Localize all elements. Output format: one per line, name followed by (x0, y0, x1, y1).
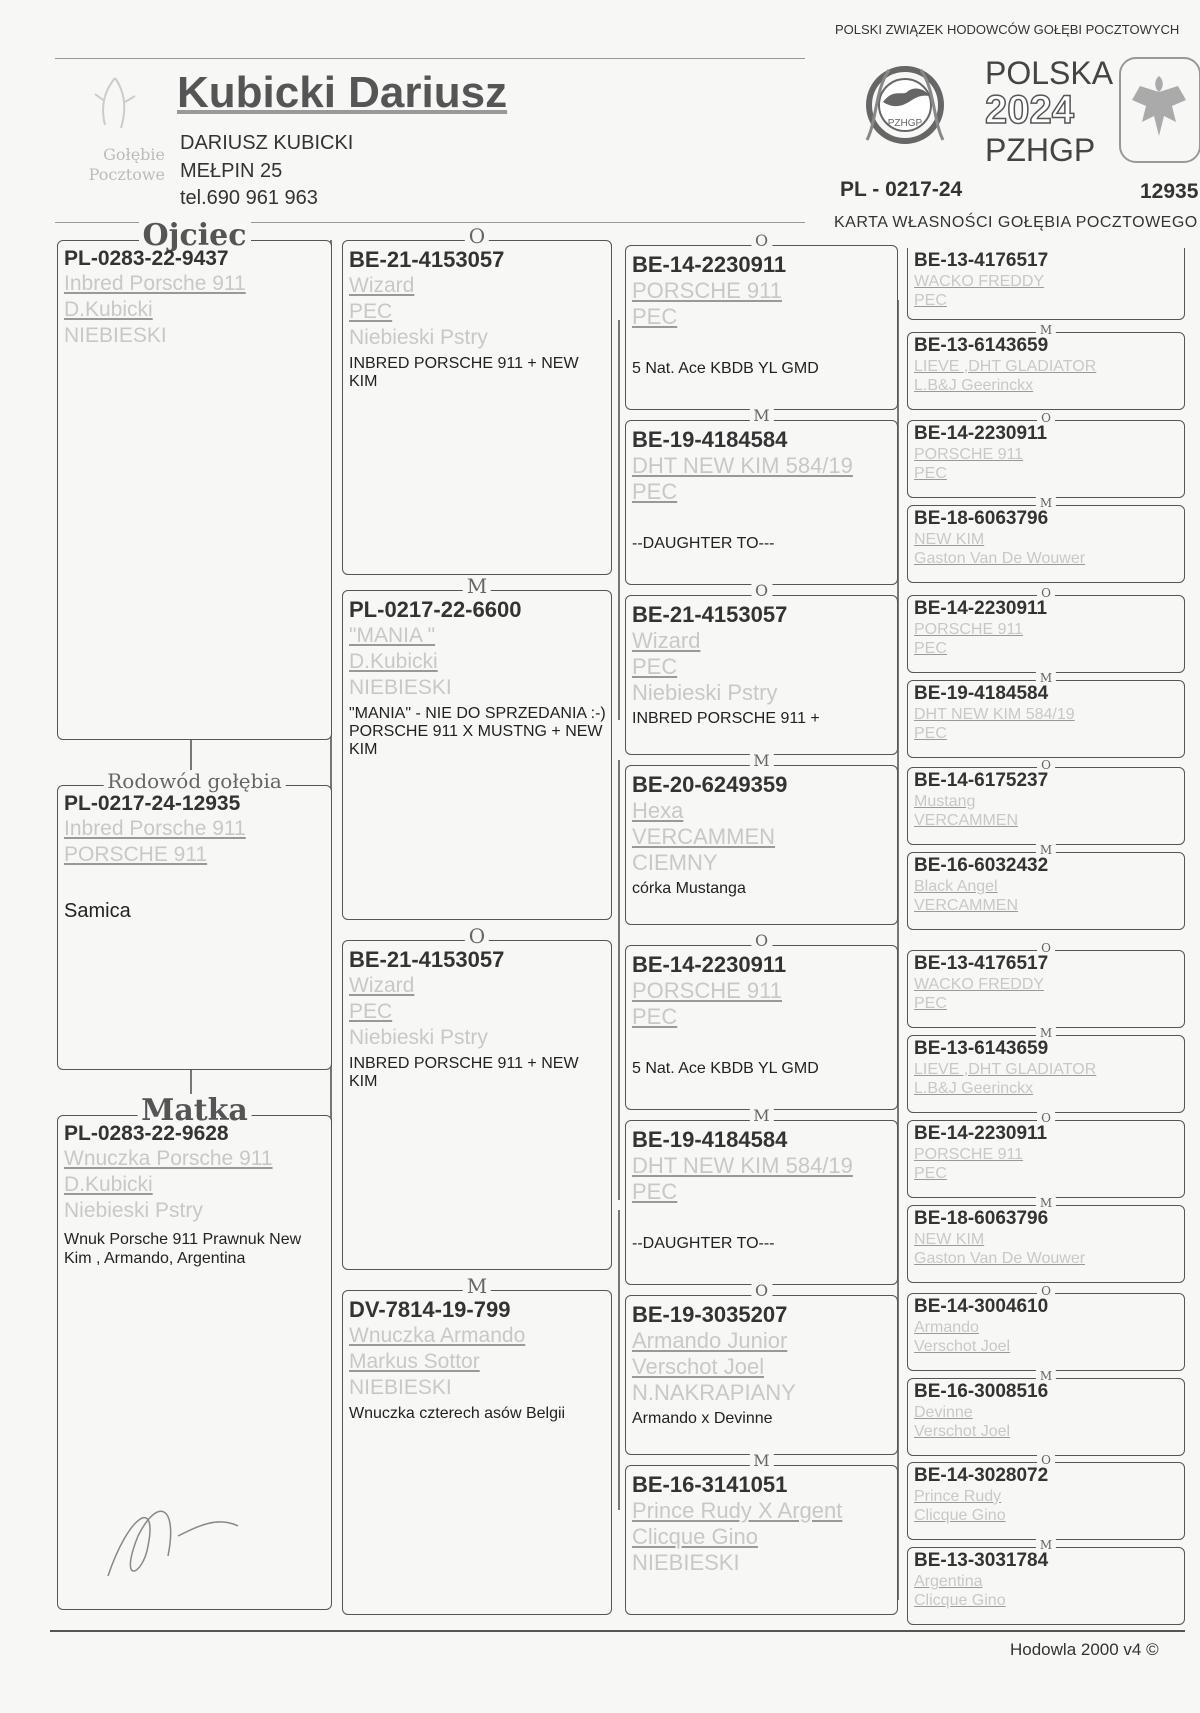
parent-label: O (1037, 941, 1055, 955)
svg-text:PZHGP: PZHGP (887, 118, 923, 129)
mother-box[interactable] (57, 1093, 332, 1610)
ancestor-breeder: PEC (914, 995, 947, 1012)
owner-name: DARIUSZ KUBICKI (180, 132, 354, 154)
parent-label: O (465, 225, 489, 247)
ancestor-details (914, 335, 1180, 395)
ancestor-details (914, 1550, 1180, 1610)
ancestor-breeder: VERCAMMEN (632, 824, 776, 849)
father-box[interactable] (57, 218, 332, 740)
ancestor-box-gen4[interactable] (907, 586, 1185, 673)
ancestor-name: DHT NEW KIM 584/19 (632, 1153, 853, 1178)
connector (618, 1210, 620, 1510)
ancestor-box-gen3[interactable] (625, 1281, 898, 1455)
ancestor-box-gen4[interactable] (907, 1284, 1185, 1371)
ancestor-details (632, 952, 893, 1078)
ancestor-breeder: Verschot Joel (632, 1354, 765, 1379)
ancestor-ring: BE-14-6175237 (914, 770, 1049, 791)
ancestor-breeder: VERCAMMEN (914, 812, 1019, 829)
ancestor-color: N.NAKRAPIANY (632, 1380, 796, 1405)
mother-breeder: D.Kubicki (64, 1173, 153, 1196)
ancestor-ring: BE-13-4176517 (914, 250, 1049, 271)
breeder-name-title: Kubicki Dariusz (177, 68, 508, 117)
parent-label: O (751, 582, 772, 600)
ancestor-details (914, 1381, 1180, 1441)
parent-label: O (1037, 1453, 1055, 1467)
mother-name: Wnuczka Porsche 911 (64, 1147, 273, 1170)
ancestor-color (632, 505, 893, 531)
ancestor-breeder: Clicque Gino (914, 1592, 1006, 1609)
ancestor-box-gen3[interactable] (625, 581, 898, 755)
parent-label: M (1036, 323, 1056, 337)
ancestor-breeder: L.B&J Geerinckx (914, 377, 1034, 394)
ancestor-box-gen4[interactable] (907, 411, 1185, 498)
ancestor-name: Wnuczka Armando (349, 1324, 526, 1347)
ancestor-name: DHT NEW KIM 584/19 (914, 706, 1075, 723)
ancestor-box-gen4[interactable] (907, 843, 1185, 930)
ancestor-breeder: PEC (914, 465, 947, 482)
ancestor-name: DHT NEW KIM 584/19 (632, 453, 853, 478)
ancestor-note: --DAUGHTER TO--- (632, 535, 775, 552)
ancestor-details (632, 602, 893, 728)
ancestor-box-gen4[interactable] (907, 1538, 1185, 1625)
ancestor-box-gen4[interactable] (907, 1111, 1185, 1198)
ancestor-name: LIEVE ,DHT GLADIATOR (914, 1061, 1097, 1078)
ancestor-name: Prince Rudy X Argent (632, 1498, 843, 1523)
parent-label: M (1036, 1369, 1056, 1383)
pedigree-label: Rodowód gołębia (103, 770, 286, 792)
ancestor-box-gen3[interactable] (625, 751, 898, 925)
ancestor-box-gen3[interactable] (625, 1106, 898, 1285)
father-breeder: D.Kubicki (64, 298, 153, 321)
logo-text: Gołębie Pocztowe (88, 145, 165, 184)
ancestor-box-gen4[interactable] (907, 1369, 1185, 1456)
ancestor-name: Mustang (914, 793, 976, 810)
ancestor-name: Armando Junior (632, 1328, 788, 1353)
ancestor-breeder: PEC (632, 479, 678, 504)
pigeon-logo-icon (55, 70, 165, 140)
parent-label: O (751, 232, 772, 250)
parent-label: M (1036, 1538, 1056, 1552)
ancestor-ring: BE-14-2230911 (914, 1123, 1048, 1144)
ancestor-color: NIEBIESKI (349, 1376, 452, 1399)
ancestor-details (914, 250, 1180, 310)
owner-phone: tel.690 961 963 (180, 187, 318, 209)
ancestor-breeder: D.Kubicki (349, 650, 438, 673)
ancestor-name: Hexa (632, 798, 684, 823)
parent-label: M (1036, 1196, 1056, 1210)
ancestor-ring: BE-19-4184584 (632, 1127, 788, 1152)
ancestor-ring: BE-13-6143659 (914, 1038, 1049, 1059)
owner-address: MEŁPIN 25 (180, 160, 283, 182)
ancestor-ring: BE-14-3004610 (914, 1296, 1049, 1317)
ancestor-details (349, 947, 607, 1091)
ancestor-breeder: Markus Sottor (349, 1350, 480, 1373)
ancestor-ring: BE-19-4184584 (914, 683, 1049, 704)
ancestor-name: LIEVE ,DHT GLADIATOR (914, 358, 1097, 375)
ancestor-ring: BE-16-3008516 (914, 1381, 1049, 1402)
ancestor-name: "MANIA " (349, 624, 436, 647)
ancestor-breeder: VERCAMMEN (914, 897, 1019, 914)
ancestor-details (632, 772, 893, 898)
footer-credit: Hodowla 2000 v4 © (1010, 1640, 1159, 1659)
ancestor-ring: BE-21-4153057 (632, 602, 788, 627)
ancestor-details (632, 1302, 893, 1428)
connector (618, 320, 620, 720)
pzhgp-seal (845, 50, 965, 160)
ancestor-details (632, 1127, 893, 1253)
ancestor-details (914, 855, 1180, 915)
father-ring: PL-0283-22-9437 (64, 247, 229, 270)
ancestor-breeder: Gaston Van De Wouwer (914, 550, 1086, 567)
parent-label: O (751, 1282, 772, 1300)
ancestor-name: Wizard (349, 274, 415, 297)
ancestor-details (914, 683, 1180, 743)
ancestor-color: Niebieski Pstry (632, 680, 778, 705)
father-color: NIEBIESKI (64, 324, 167, 347)
ancestor-name: PORSCHE 911 (632, 978, 782, 1003)
ancestor-box-gen4[interactable] (907, 248, 1185, 320)
ancestor-color: CIEMNY (632, 850, 718, 875)
ancestor-name: Devinne (914, 1404, 973, 1421)
ancestor-details (914, 770, 1180, 830)
ancestor-note: INBRED PORSCHE 911 + NEW KIM (349, 355, 579, 390)
ancestor-details (914, 1296, 1180, 1356)
ancestor-ring: BE-16-3141051 (632, 1472, 788, 1497)
ancestor-color (632, 330, 893, 356)
bird-line2: PORSCHE 911 (64, 843, 208, 866)
ancestor-ring: BE-14-2230911 (632, 252, 787, 277)
ancestor-breeder: PEC (349, 300, 393, 323)
ancestor-color (632, 1205, 893, 1231)
ancestor-ring: BE-19-4184584 (632, 427, 788, 452)
ancestor-name: PORSCHE 911 (914, 621, 1024, 638)
father-name: Inbred Porsche 911 (64, 272, 246, 295)
ancestor-box-gen3[interactable] (625, 1451, 898, 1615)
ancestor-ring: BE-13-4176517 (914, 953, 1049, 974)
ancestor-note: INBRED PORSCHE 911 + (632, 710, 820, 727)
parent-label: M (1036, 496, 1056, 510)
parent-label: O (751, 932, 772, 950)
ancestor-breeder: PEC (914, 292, 947, 309)
ancestor-breeder: PEC (632, 304, 678, 329)
ancestor-name: PORSCHE 911 (914, 446, 1024, 463)
ancestor-box-gen2[interactable] (342, 924, 612, 1270)
parent-label: M (749, 752, 773, 770)
ancestor-box-gen4[interactable] (907, 496, 1185, 583)
ancestor-ring: BE-14-2230911 (632, 952, 787, 977)
ancestor-ring: BE-20-6249359 (632, 772, 788, 797)
card-abbr: PZHGP (985, 132, 1096, 168)
card-title: KARTA WŁASNOŚCI GOŁĘBIA POCZTOWEGO (834, 214, 1198, 231)
eagle-icon (1118, 56, 1200, 164)
mother-color: Niebieski Pstry (64, 1199, 203, 1222)
ancestor-breeder: PEC (632, 1004, 678, 1029)
ancestor-box-gen4[interactable] (907, 323, 1185, 410)
ancestor-ring: BE-21-4153057 (349, 247, 505, 272)
ancestor-ring: BE-16-6032432 (914, 855, 1049, 876)
ancestor-note: INBRED PORSCHE 911 + NEW KIM (349, 1055, 579, 1090)
ancestor-note: 5 Nat. Ace KBDB YL GMD (632, 1060, 819, 1077)
ancestor-box-gen2[interactable] (342, 574, 612, 920)
parent-label: M (749, 407, 773, 425)
ancestor-note: Armando x Devinne (632, 1410, 773, 1427)
ancestor-ring: BE-18-6063796 (914, 1208, 1049, 1229)
header-rule-top (55, 58, 805, 59)
mother-label: Matka (137, 1094, 252, 1128)
ancestor-color (632, 1030, 893, 1056)
ancestor-details (914, 508, 1180, 568)
ancestor-name: NEW KIM (914, 1231, 985, 1248)
ancestor-details (349, 1297, 607, 1423)
parent-label: M (749, 1452, 773, 1470)
ancestor-name: Wizard (632, 628, 701, 653)
card-country: POLSKA (985, 55, 1114, 91)
ancestor-details (349, 597, 607, 759)
bird-name: Inbred Porsche 911 (64, 817, 246, 840)
ancestor-name: WACKO FREDDY (914, 976, 1045, 993)
ancestor-breeder: PEC (914, 725, 947, 742)
pzhgp-seal-icon (845, 50, 965, 160)
breeder-logo (55, 70, 165, 200)
ancestor-box-gen3[interactable] (625, 231, 898, 410)
ancestor-note: "MANIA" - NIE DO SPRZEDANIA :-) PORSCHE 911 X MUSTNG + NEW KIM (349, 705, 606, 758)
parent-label: M (463, 575, 491, 597)
card-ring: PL - 0217-24 (840, 178, 963, 201)
ancestor-box-gen4[interactable] (907, 671, 1185, 758)
ancestor-name: Argentina (914, 1573, 983, 1590)
ancestor-details (914, 1465, 1180, 1525)
ancestor-breeder: PEC (632, 1179, 678, 1204)
ancestor-color: Niebieski Pstry (349, 326, 488, 349)
connector (618, 760, 620, 1200)
ancestor-details (914, 423, 1180, 483)
ancestor-color: NIEBIESKI (632, 1550, 740, 1575)
ancestor-box-gen2[interactable] (342, 1274, 612, 1615)
ancestor-breeder: Clicque Gino (914, 1507, 1006, 1524)
ancestor-details (349, 247, 607, 391)
ancestor-box-gen4[interactable] (907, 941, 1185, 1028)
ancestor-ring: DV-7814-19-799 (349, 1297, 511, 1322)
ancestor-ring: BE-18-6063796 (914, 508, 1049, 529)
mother-ring: PL-0283-22-9628 (64, 1122, 229, 1145)
ancestor-name: Armando (914, 1319, 979, 1336)
ancestor-name: PORSCHE 911 (632, 278, 782, 303)
ancestor-breeder: L.B&J Geerinckx (914, 1080, 1034, 1097)
ancestor-note: --DAUGHTER TO--- (632, 1235, 775, 1252)
ancestor-ring: BE-21-4153057 (349, 947, 505, 972)
ancestor-name: Wizard (349, 974, 415, 997)
ancestor-breeder: Verschot Joel (914, 1338, 1011, 1355)
ancestor-box-gen3[interactable] (625, 931, 898, 1110)
polish-eagle-emblem (1118, 56, 1200, 164)
ancestor-details (914, 1038, 1180, 1098)
ancestor-box-gen3[interactable] (625, 406, 898, 585)
ancestor-breeder: Clicque Gino (632, 1524, 758, 1549)
ancestor-breeder: PEC (632, 654, 678, 679)
ancestor-color: Niebieski Pstry (349, 1026, 488, 1049)
card-org: POLSKI ZWIĄZEK HODOWCÓW GOŁĘBI POCZTOWYCH (835, 22, 1180, 37)
signature (88, 1476, 288, 1596)
parent-label: O (1037, 758, 1055, 772)
father-label: Ojciec (138, 219, 250, 253)
parent-label: M (1036, 671, 1056, 685)
ancestor-name: WACKO FREDDY (914, 273, 1045, 290)
parent-label: O (1037, 1111, 1055, 1125)
ancestor-box-gen4[interactable] (907, 758, 1185, 845)
ancestor-details (914, 598, 1180, 658)
ancestor-ring: BE-13-6143659 (914, 335, 1049, 356)
ancestor-details (914, 1123, 1180, 1183)
bird-ring: PL-0217-24-12935 (64, 792, 241, 815)
pedigree-box[interactable] (57, 769, 332, 1070)
parent-label: M (1036, 843, 1056, 857)
ancestor-ring: BE-13-3031784 (914, 1550, 1049, 1571)
parent-label: O (1037, 1284, 1055, 1298)
ancestor-ring: BE-19-3035207 (632, 1302, 788, 1327)
ancestor-breeder: PEC (914, 640, 947, 657)
ancestor-breeder: PEC (349, 1000, 393, 1023)
parent-label: M (463, 1275, 491, 1297)
parent-label: O (1037, 586, 1055, 600)
ancestor-name: NEW KIM (914, 531, 985, 548)
ancestor-breeder: Verschot Joel (914, 1423, 1011, 1440)
ancestor-ring: BE-14-2230911 (914, 423, 1048, 444)
ancestor-box-gen4[interactable] (907, 1453, 1185, 1540)
parent-label: M (749, 1107, 773, 1125)
ancestor-note: córka Mustanga (632, 880, 746, 897)
ancestor-color: NIEBIESKI (349, 676, 452, 699)
ancestor-box-gen4[interactable] (907, 1196, 1185, 1283)
parent-label: O (1037, 411, 1055, 425)
ancestor-box-gen2[interactable] (342, 224, 612, 575)
ancestor-ring: BE-14-3028072 (914, 1465, 1049, 1486)
ancestor-ring: PL-0217-22-6600 (349, 597, 522, 622)
ancestor-details (632, 1472, 893, 1580)
ancestor-details (632, 427, 893, 553)
ancestor-name: PORSCHE 911 (914, 1146, 1024, 1163)
card-number: 12935 (1140, 180, 1199, 203)
ancestor-details (914, 1208, 1180, 1268)
mother-note: Wnuk Porsche 911 Prawnuk New Kim , Armando, Argentina (64, 1231, 302, 1267)
ancestor-ring: BE-14-2230911 (914, 598, 1048, 619)
card-year: 2024 (985, 88, 1074, 132)
ancestor-breeder: PEC (914, 1165, 947, 1182)
ancestor-note: Wnuczka czterech asów Belgii (349, 1405, 566, 1422)
ancestor-name: Black Angel (914, 878, 998, 895)
ancestor-details (914, 953, 1180, 1013)
ancestor-breeder: Gaston Van De Wouwer (914, 1250, 1086, 1267)
bird-sex: Samica (64, 900, 131, 922)
ancestor-name: Prince Rudy (914, 1488, 1002, 1505)
ancestor-note: 5 Nat. Ace KBDB YL GMD (632, 360, 819, 377)
ancestor-details (632, 252, 893, 378)
ancestor-box-gen4[interactable] (907, 1026, 1185, 1113)
parent-label: O (465, 925, 489, 947)
parent-label: M (1036, 1026, 1056, 1040)
footer-rule (50, 1630, 1185, 1632)
